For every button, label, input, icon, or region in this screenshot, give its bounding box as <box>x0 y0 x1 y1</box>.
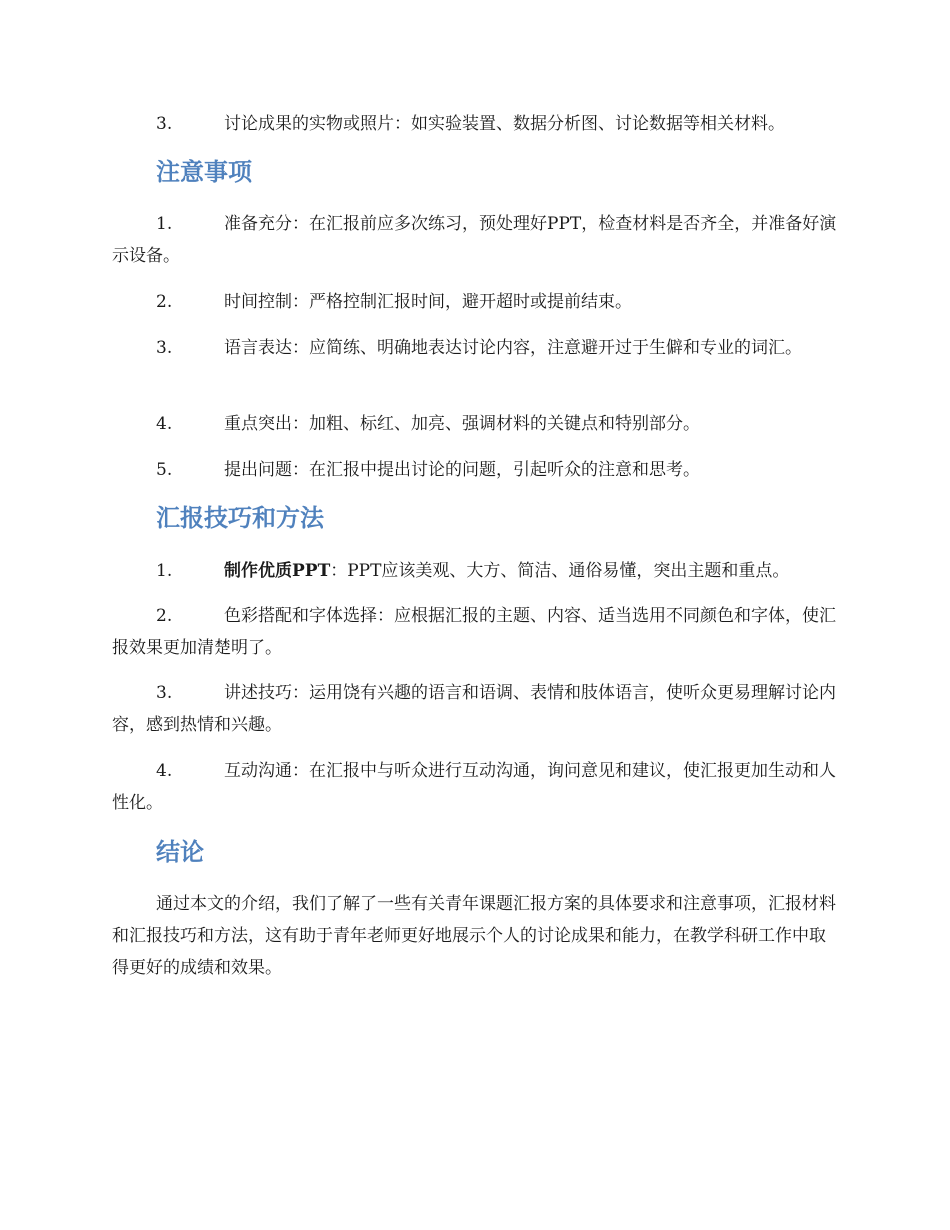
list-text: 讨论成果的实物或照片：如实验装置、数据分析图、讨论数据等相关材料。 <box>224 114 785 134</box>
skills-list-item <box>112 677 840 741</box>
list-text: 重点突出：加粗、标红、加亮、强调材料的关键点和特别部分。 <box>224 414 700 434</box>
paragraph-text: 通过本文的介绍，我们了解了一些有关青年课题汇报方案的具体要求和注意事项，汇报材料和汇报技巧和方法，这有助于青年老师更好地展示个人的讨论成果和能力，在教学科研工作中取得更好的成绩和效果。 <box>112 894 836 978</box>
list-number: 1. <box>156 214 173 234</box>
skills-list-item <box>112 555 840 587</box>
list-text: 互动沟通：在汇报中与听众进行互动沟通，询问意见和建议，使汇报更加生动和人性化。 <box>112 761 836 813</box>
list-text: 提出问题：在汇报中提出讨论的问题，引起听众的注意和思考。 <box>224 460 700 480</box>
skills-list-item <box>112 755 840 819</box>
section-heading-skills: 汇报技巧和方法 <box>156 504 324 532</box>
notes-list-item <box>112 286 840 318</box>
list-text-rest: ：PPT应该美观、大方、简洁、通俗易懂，突出主题和重点。 <box>330 561 790 581</box>
list-text <box>112 555 840 587</box>
notes-list-item <box>112 332 840 364</box>
list-number: 3. <box>156 338 173 358</box>
list-number: 4. <box>156 414 173 434</box>
notes-list-item <box>112 454 840 486</box>
list-number: 2. <box>156 606 173 626</box>
list-text: 色彩搭配和字体选择：应根据汇报的主题、内容、适当选用不同颜色和字体，使汇报效果更加清楚明了。 <box>112 606 836 658</box>
notes-list-item <box>112 208 840 272</box>
list-number: 1. <box>156 561 173 581</box>
skills-list-item <box>112 600 840 664</box>
list-text: 讲述技巧：运用饶有兴趣的语言和语调、表情和肢体语言，使听众更易理解讨论内容，感到热情和兴趣。 <box>112 683 836 735</box>
list-number: 3. <box>156 114 173 134</box>
list-number: 3. <box>156 683 173 703</box>
list-number: 2. <box>156 292 173 312</box>
conclusion-paragraph <box>112 888 840 984</box>
bold-text: 制作优质PPT <box>224 561 331 581</box>
list-number: 4. <box>156 761 173 781</box>
list-number: 5. <box>156 460 173 480</box>
notes-list-item <box>112 408 840 440</box>
section-heading-notes: 注意事项 <box>156 158 252 186</box>
materials-list-item <box>112 108 840 140</box>
section-heading-conclusion: 结论 <box>156 838 204 866</box>
list-text: 语言表达：应简练、明确地表达讨论内容，注意避开过于生僻和专业的词汇。 <box>224 338 802 358</box>
list-text: 准备充分：在汇报前应多次练习，预处理好PPT，检查材料是否齐全，并准备好演示设备。 <box>112 214 837 266</box>
list-text: 时间控制：严格控制汇报时间，避开超时或提前结束。 <box>224 292 632 312</box>
